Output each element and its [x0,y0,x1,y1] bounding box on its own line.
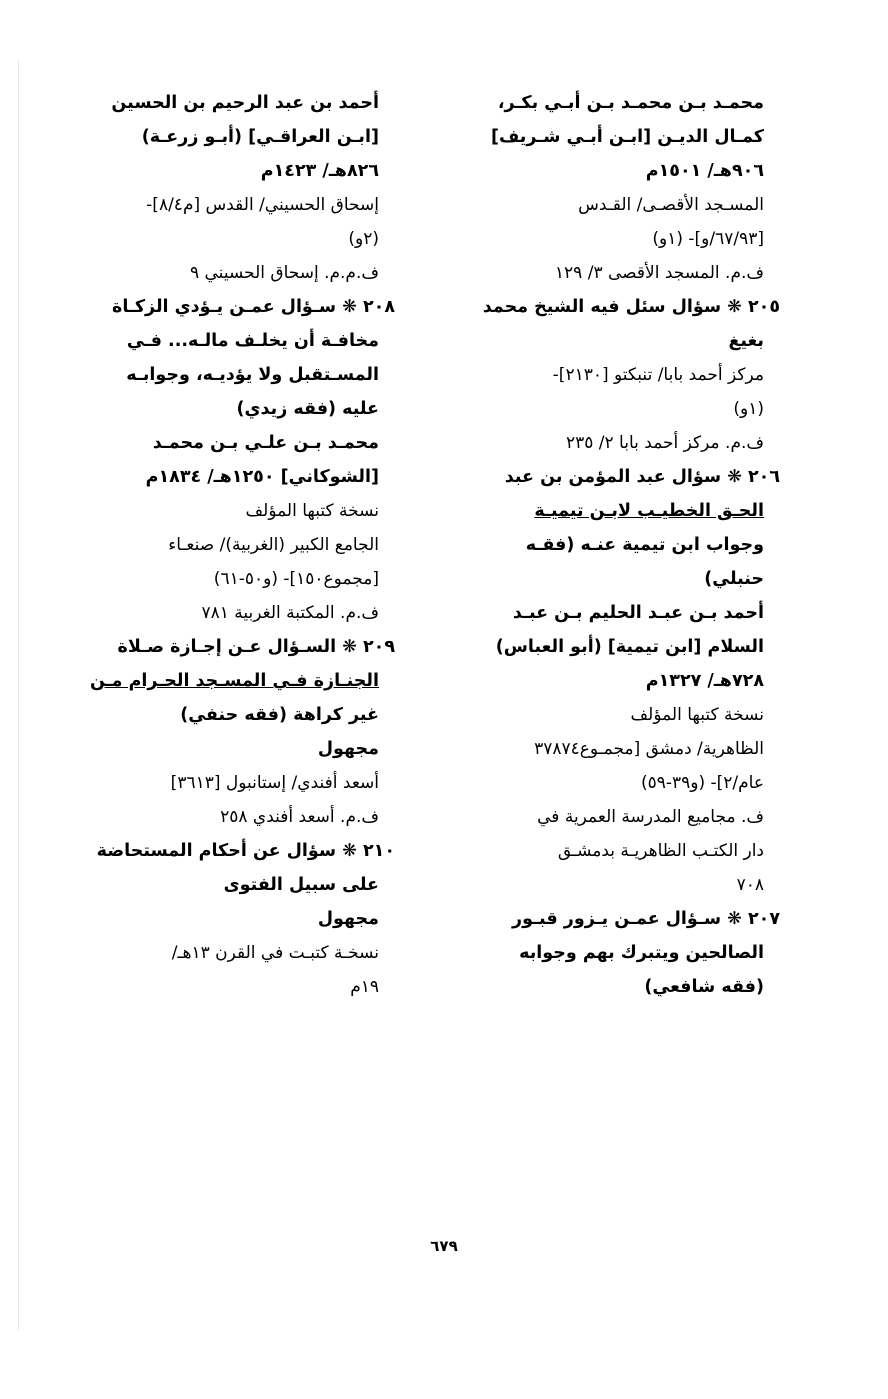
catalog-line: الحـق الخطيـب لابـن تيميـة [534,501,764,521]
catalog-line: مجهول [317,739,379,759]
catalog-line: ٧٢٨هـ/ ١٣٢٧م [645,671,764,691]
catalog-line: مجهول [317,909,379,929]
catalog-line: ٢٠٩ ❋ السـؤال عـن إجـازة صـلاة [117,637,395,657]
catalog-line: السلام [ابن تيمية] (أبو العباس) [495,637,764,657]
catalog-line: الجامع الكبير (الغربية)/ صنعـاء [168,535,379,555]
catalog-line: المسـجد الأقصـى/ القـدس [578,195,764,215]
catalog-line: إسحاق الحسيني/ القدس [م٨/٤]- [146,195,379,215]
catalog-line: وجواب ابن تيمية عنـه (فقـه [525,535,764,555]
right-column [438,86,780,1004]
catalog-line: المسـتقبل ولا يؤديـه، وجوابـه [126,365,379,385]
catalog-line: نسخـة كتبـت في القرن ١٣هـ/ [171,943,379,963]
catalog-line: ٧٠٨ [736,875,764,895]
catalog-line: ٢٠٨ ❋ سـؤال عمـن يـؤدي الزكـاة [112,297,395,317]
catalog-line: عام/٢]- (و٣٩-٥٩) [640,773,764,793]
catalog-line: محمـد بـن علـي بـن محمـد [152,433,379,453]
catalog-line: أحمد بـن عبـد الحليم بـن عبـد [512,603,764,623]
catalog-line: دار الكتـب الظاهريـة بدمشـق [557,841,764,861]
catalog-line: (فقه شافعي) [644,977,764,997]
catalog-line: ف.م.م. إسحاق الحسيني ٩ [189,263,379,283]
left-column [48,86,395,1004]
catalog-line: ف.م. مركز أحمد بابا ٢/ ٢٣٥ [565,433,764,453]
catalog-line: بغيغ [728,331,764,351]
catalog-line: ٢٠٥ ❋ سؤال سئل فيه الشيخ محمد [482,297,780,317]
catalog-line: مخافـة أن يخلـف مالـه... فـي [126,331,379,351]
page-edge-line [18,60,19,1330]
catalog-line: كمـال الديـن [ابـن أبـي شـريف] [490,127,764,147]
catalog-line: مركز أحمد بابا/ تنبكتو [٢١٣٠]- [552,365,764,385]
catalog-line: (١و) [733,399,764,419]
catalog-line: ف.م. أسعد أفندي ٢٥٨ [220,807,379,827]
catalog-line: ٢١٠ ❋ سؤال عن أحكام المستحاضة [96,841,395,861]
catalog-line: نسخة كتبها المؤلف [245,501,379,521]
catalog-line: على سبيل الفتوى [223,875,379,895]
catalog-line: [الشوكاني] ١٢٥٠هـ/ ١٨٣٤م [145,467,379,487]
catalog-line: ٩٠٦هـ/ ١٥٠١م [645,161,764,181]
catalog-line: عليه (فقه زيدي) [236,399,379,419]
catalog-line: ٨٢٦هـ/ ١٤٢٣م [260,161,379,181]
catalog-line: ٢٠٦ ❋ سؤال عبد المؤمن بن عبد [504,467,780,487]
catalog-line: غير كراهة (فقه حنفي) [180,705,379,725]
catalog-line: ١٩م [350,977,379,997]
catalog-line: محمـد بـن محمـد بـن أبـي بكـر، [497,93,764,113]
catalog-line: [ابـن العراقـي] (أبـو زرعـة) [141,127,379,147]
catalog-line: ٢٠٧ ❋ سـؤال عمـن يـزور قبـور [512,909,780,929]
catalog-line: ف. مجاميع المدرسة العمرية في [537,807,764,827]
catalog-line: أسعد أفندي/ إستانبول [٣٦١٣] [170,773,379,793]
catalog-line: الظاهرية/ دمشق [مجمـوع٣٧٨٧٤ [534,739,764,759]
catalog-line: حنبلي) [704,569,764,589]
catalog-line: أحمد بن عبد الرحيم بن الحسين [111,93,379,113]
catalog-line: (٢و) [348,229,379,249]
catalog-line: نسخة كتبها المؤلف [630,705,764,725]
page-number: ٦٧٩ [430,1237,458,1255]
catalog-line: الجنـازة فـي المسـجد الحـرام مـن [89,671,379,691]
catalog-line: [مجموع١٥٠]- (و٥٠-٦١) [213,569,379,589]
catalog-line: [٦٧/٩٣/و]- (١و) [652,229,764,249]
catalog-line: الصالحين ويتبرك بهم وجوابه [519,943,764,963]
catalog-line: ف.م. المكتبة الغربية ٧٨١ [201,603,379,623]
catalog-line: ف.م. المسجد الأقصى ٣/ ١٢٩ [554,263,764,283]
